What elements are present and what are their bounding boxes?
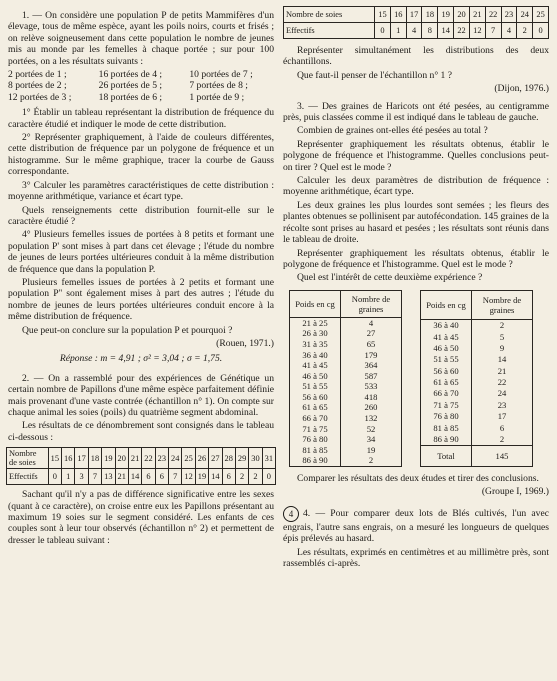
table-cell: 27 [209, 448, 222, 469]
table-cell: 7 [88, 469, 101, 485]
table-row [421, 331, 533, 342]
table-body [421, 319, 533, 445]
handwritten-circle-mark: 4 [283, 506, 299, 522]
table-row [421, 365, 533, 376]
table-row [421, 343, 533, 354]
exercise-2-intro: 2. — On a rassemblé pour des expériences de Génétique un certain nombre de Papillons d'une même espèce parfaitement définie mais provenant d'une vaste contrée (échantillon n° 1). On compte sur chaque animal les soies (poils) du quatrième segment abdominal. [8, 372, 274, 418]
poids-cell: 26 à 30 [302, 328, 328, 339]
portee-item: 26 portées de 5 ; [98, 80, 163, 92]
poids-cell: 41 à 45 [433, 331, 459, 342]
table-cell: 0 [375, 23, 391, 39]
table-cell: 2 [249, 469, 262, 485]
source-groupe: (Groupe I, 1969.) [481, 486, 549, 498]
left-column [8, 10, 274, 548]
poids-cell: 81 à 85 [302, 444, 328, 455]
total-label: Total [421, 445, 472, 466]
table-row [290, 339, 402, 350]
table-cell: 18 [422, 7, 438, 23]
portee-item: 16 portées de 4 ; [98, 69, 163, 81]
table-cell: 26 [195, 448, 208, 469]
table-cell: 12 [469, 23, 485, 39]
table-row [290, 413, 402, 424]
table-cell: 19 [195, 469, 208, 485]
table-row [290, 328, 402, 339]
table-row [421, 422, 533, 433]
table-cell: 20 [454, 7, 470, 23]
nombre-cell: 260 [341, 402, 402, 413]
row-label: Nombre de soies [284, 7, 375, 23]
table-cell: 8 [422, 23, 438, 39]
table-cell: 19 [438, 7, 454, 23]
table-cell: 24 [517, 7, 533, 23]
poids-cell: 76 à 80 [433, 411, 459, 422]
poids-cell: 66 à 70 [302, 413, 328, 424]
question-3b: Quels renseignements cette distribution fournit-elle sur le caractère étudié ? [8, 204, 274, 227]
table-row [7, 469, 276, 485]
table-row [290, 350, 402, 361]
question-4b: Plusieurs femelles issues de portées à 2 petits et formant une population P'' sont également mises à part des autres ; l'étude du nombre de jeunes de leurs portées ultérieures conduit encore à la même distribution de fréquence. [8, 276, 274, 323]
source-rouen: (Rouen, 1971.) [216, 337, 274, 349]
poids-cell: 71 à 75 [302, 423, 328, 434]
table-cell: 7 [169, 469, 182, 485]
table-row [284, 23, 549, 39]
table-cell: 16 [62, 448, 75, 469]
table-cell: 14 [438, 23, 454, 39]
poids-cell: 31 à 35 [302, 338, 328, 349]
exercise-3-q1: Combien de graines ont-elles été pesées au total ? [297, 125, 488, 137]
exercise-1-intro: 1. — On considère une population P de petits Mammifères d'un élevage, tous de même espèce, ayant les poils noirs, courts et frisés ; on relève soigneusement dans cette population le nombre de jeunes mis au monde par les femelles à chaque portée ; sur pour 100 portées, on a les résultats suivants : [8, 10, 274, 67]
table-cell: 17 [75, 448, 88, 469]
table-cell: 20 [115, 448, 128, 469]
exercise-4-b: Les résultats, exprimés en centimètres et au millimètre près, sont rassemblés ci-après. [283, 546, 549, 570]
poids-cell: 81 à 85 [433, 422, 459, 433]
table-cell: 0 [262, 469, 275, 485]
exercise-3-intro: 3. — Des graines de Haricots ont été pesées, au centigramme près, puis classées comme il est indiqué dans le tableau de gauche. [283, 100, 549, 124]
table-cell: 15 [375, 7, 391, 23]
table-cell: 25 [182, 448, 195, 469]
nombre-cell: 34 [341, 434, 402, 445]
nombre-cell: 587 [341, 371, 402, 382]
nombre-cell: 132 [341, 413, 402, 424]
portee-item: 1 portée de 9 ; [189, 91, 245, 103]
table-cell: 22 [485, 7, 501, 23]
table-cell: 19 [102, 448, 115, 469]
poids-cell: 61 à 65 [302, 402, 328, 413]
table-row [290, 402, 402, 413]
table-row [290, 434, 402, 445]
exercise-3-p: Les deux graines les plus lourdes sont semées ; les fleurs des plantes obtenues se pollinisent par autofécondation. 145 graines de la récolte sont prises au hasard et pesées ; les résultats sont réunis dans le tableau de droite. [283, 199, 549, 246]
table-cell: 21 [128, 448, 141, 469]
table-cell: 21 [115, 469, 128, 485]
exercise-3-q3: Calculer les deux paramètres de distribution de fréquence : moyenne arithmétique, écart type. [283, 175, 549, 198]
nombre-cell: 22 [472, 377, 533, 388]
table-row [290, 455, 402, 466]
table-row [290, 317, 402, 328]
poids-cell: 61 à 65 [433, 377, 459, 388]
nombre-cell: 2 [472, 434, 533, 446]
table-row [421, 434, 533, 446]
table-row [284, 7, 549, 23]
exercise-4-intro [283, 506, 549, 545]
exercise-3-comparaison: Comparer les résultats des deux études et tirer des conclusions. [297, 473, 539, 485]
nombre-cell: 23 [472, 399, 533, 410]
poids-cell: 76 à 80 [302, 434, 328, 445]
portee-item: 8 portées de 2 ; [8, 80, 67, 92]
table-cell: 24 [169, 448, 182, 469]
nombre-cell: 179 [341, 350, 402, 361]
poids-cell: 46 à 50 [302, 370, 328, 381]
table-cell: 1 [62, 469, 75, 485]
table-row [290, 424, 402, 435]
portee-item: 12 portées de 3 ; [8, 91, 72, 103]
nombre-cell: 6 [472, 422, 533, 433]
question-1: 1° Établir un tableau représentant la distribution de fréquence du caractère étudié et indiquer le mode de cette distribution. [8, 107, 274, 130]
table-cell: 23 [501, 7, 517, 23]
col-header: Nombre de graines [472, 290, 533, 319]
exercise-4-text: 4. — Pour comparer deux lots de Blés cultivés, l'un avec engrais, l'autre sans engrais, on a mesuré les longueurs de quelques épis prélevés au hasard. [283, 508, 549, 545]
table-cell: 6 [155, 469, 168, 485]
table-cell: 16 [390, 7, 406, 23]
exercise-3-q2: Représenter graphiquement les résultats obtenus, établir le polygone de fréquence et l'histogramme. Quelles conclusions peut-on tirer ? Quel est le mode ? [283, 138, 549, 173]
row-label: Effectifs [7, 469, 49, 485]
nombre-cell: 5 [472, 331, 533, 342]
poids-cell: 66 à 70 [433, 388, 459, 399]
table-row [290, 360, 402, 371]
table-graines-gauche [289, 290, 402, 467]
table-soies-echantillon-1 [6, 447, 276, 485]
table-cell: 6 [222, 469, 235, 485]
portee-item: 18 portées de 6 ; [98, 91, 163, 103]
table-row [421, 399, 533, 410]
table-cell: 22 [142, 448, 155, 469]
nombre-cell: 9 [472, 343, 533, 354]
table-cell: 4 [406, 23, 422, 39]
table-cell: 22 [454, 23, 470, 39]
reponse: Réponse : m = 4,91 ; σ² = 3,04 ; σ = 1,75. [59, 353, 223, 365]
nombre-cell: 24 [472, 388, 533, 399]
table-row [290, 381, 402, 392]
table-cell: 18 [88, 448, 101, 469]
table-header-row [421, 290, 533, 319]
table-cell: 7 [485, 23, 501, 39]
table-cell: 21 [469, 7, 485, 23]
table-graines-droite [420, 290, 533, 467]
source-dijon: (Dijon, 1976.) [494, 83, 549, 95]
poids-cell: 21 à 25 [302, 317, 328, 328]
poids-cell: 56 à 60 [433, 365, 459, 376]
total-value: 145 [472, 445, 533, 466]
nombre-cell: 52 [341, 424, 402, 435]
table-body [290, 317, 402, 466]
table-cell: 14 [128, 469, 141, 485]
nombre-cell: 2 [472, 319, 533, 331]
table-row [290, 392, 402, 403]
poids-cell: 56 à 60 [302, 391, 328, 402]
poids-cell: 86 à 90 [302, 455, 328, 466]
nombre-cell: 418 [341, 392, 402, 403]
nombre-cell: 21 [472, 365, 533, 376]
portee-item: 7 portées de 8 ; [189, 80, 248, 92]
total-row [421, 445, 533, 466]
right-column [283, 6, 549, 571]
col-header: Poids en cg [290, 290, 341, 317]
poids-cell: 36 à 40 [433, 320, 459, 331]
exercise-2-c: Sachant qu'il n'y a pas de différence significative entre les sexes (quant à ce caractère), on croise entre eux les Papillons présentant au maximum 19 soies sur le segment considéré. Les enfants de ces couples sont à leur tour observés (échantillon n° 2) et permettent de dresser le tableau suivant : [8, 489, 274, 546]
poids-cell: 41 à 45 [302, 360, 328, 371]
table-cell: 2 [235, 469, 248, 485]
table-cell: 6 [142, 469, 155, 485]
table-row [421, 354, 533, 365]
table-cell: 15 [48, 448, 61, 469]
table-cell: 12 [182, 469, 195, 485]
table-cell: 1 [390, 23, 406, 39]
table-cell: 23 [155, 448, 168, 469]
table-soies-echantillon-2 [283, 6, 549, 39]
nombre-cell: 364 [341, 360, 402, 371]
nombre-cell: 17 [472, 411, 533, 422]
table-row [421, 411, 533, 422]
table-cell: 25 [533, 7, 549, 23]
exercise-2-e: Que faut-il penser de l'échantillon n° 1 ? [297, 69, 453, 81]
table-row [290, 445, 402, 456]
exercise-3-q5: Quel est l'intérêt de cette deuxième expérience ? [297, 272, 483, 284]
table-row [421, 388, 533, 399]
exercise-2-b: Les résultats de ce dénombrement sont consignés dans le tableau ci-dessous : [8, 420, 274, 443]
row-label: Effectifs [284, 23, 375, 39]
poids-cell: 86 à 90 [433, 433, 459, 444]
table-cell: 13 [102, 469, 115, 485]
table-cell: 0 [48, 469, 61, 485]
nombre-cell: 65 [341, 339, 402, 350]
seed-tables [289, 290, 549, 467]
table-cell: 29 [235, 448, 248, 469]
nombre-cell: 533 [341, 381, 402, 392]
nombre-cell: 19 [341, 445, 402, 456]
question-2: 2° Représenter graphiquement, à l'aide de couleurs différentes, cette distribution de fréquence par un polygone de fréquence et un histogramme. Sur le même graphique, tracer la courbe de Gauss correspondante. [8, 132, 274, 178]
table-cell: 4 [501, 23, 517, 39]
col-header: Nombre de graines [341, 290, 402, 317]
row-label: Nombre de soies [7, 448, 49, 469]
table-row [421, 319, 533, 331]
poids-cell: 46 à 50 [433, 342, 459, 353]
table-cell: 31 [262, 448, 275, 469]
poids-cell: 71 à 75 [433, 399, 459, 410]
table-cell: 30 [249, 448, 262, 469]
nombre-cell: 27 [341, 328, 402, 339]
table-cell: 3 [75, 469, 88, 485]
nombre-cell: 4 [341, 317, 402, 328]
table-row [7, 448, 276, 469]
table-header-row [290, 290, 402, 317]
poids-cell: 36 à 40 [302, 349, 328, 360]
table-row [421, 377, 533, 388]
nombre-cell: 14 [472, 354, 533, 365]
table-cell: 14 [209, 469, 222, 485]
portees-list [8, 69, 274, 103]
poids-cell: 51 à 55 [302, 381, 328, 392]
question-4c: Que peut-on conclure sur la population P et pourquoi ? [22, 324, 233, 336]
table-cell: 28 [222, 448, 235, 469]
table-cell: 0 [533, 23, 549, 39]
col-header: Poids en cg [421, 290, 472, 319]
portee-item: 10 portées de 7 ; [189, 69, 253, 81]
table-cell: 17 [406, 7, 422, 23]
question-4: 4° Plusieurs femelles issues de portées à 8 petits et formant une population P' sont mises à part dans cet élevage ; l'étude du nombre de jeunes de leurs portées ultérieures conduit à la même distribution de fréquence que dans la population P. [8, 229, 274, 275]
exercise-3-q4: Représenter graphiquement les résultats obtenus, établir le polygone de fréquence et l'histogramme. Quel est le mode ? [283, 247, 549, 270]
portee-item: 2 portées de 1 ; [8, 69, 67, 81]
exercise-2-d: Représenter simultanément les distributions des deux échantillons. [283, 45, 549, 68]
question-3: 3° Calculer les paramètres caractéristiques de cette distribution : moyenne arithmétique, variance et écart type. [8, 179, 274, 203]
poids-cell: 51 à 55 [433, 354, 459, 365]
table-row [290, 371, 402, 382]
table-cell: 2 [517, 23, 533, 39]
nombre-cell: 2 [341, 455, 402, 466]
